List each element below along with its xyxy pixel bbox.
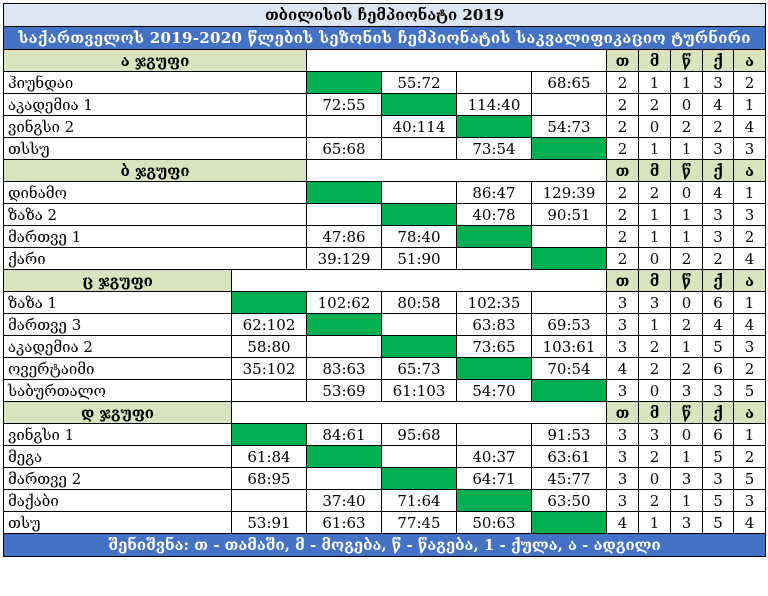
self-match-cell <box>532 380 607 402</box>
score-cell: 61:103 <box>382 380 457 402</box>
group-title: ც ჯგუფი <box>4 270 232 292</box>
score-cell <box>457 424 532 446</box>
self-match-cell <box>232 292 307 314</box>
score-cell <box>307 336 382 358</box>
stat-cell: 2 <box>734 446 766 468</box>
score-cell: 64:71 <box>457 468 532 490</box>
team-row <box>4 424 766 446</box>
score-cell: 50:63 <box>457 512 532 534</box>
score-cell: 103:61 <box>532 336 607 358</box>
stat-cell: 2 <box>671 314 703 336</box>
stat-cell: 3 <box>671 380 703 402</box>
score-cell: 90:51 <box>532 204 607 226</box>
stat-cell: 1 <box>671 204 703 226</box>
group-title: ბ ჯგუფი <box>4 160 307 182</box>
score-cell <box>307 468 382 490</box>
stat-cell: 2 <box>607 94 639 116</box>
stat-header: მ <box>639 50 671 72</box>
score-cell: 73:54 <box>457 138 532 160</box>
score-cell: 83:63 <box>307 358 382 380</box>
score-cell: 53:69 <box>307 380 382 402</box>
team-row <box>4 314 766 336</box>
stat-cell: 3 <box>607 292 639 314</box>
team-name: მართვე 3 <box>4 314 232 336</box>
stat-cell: 2 <box>671 116 703 138</box>
stat-cell: 3 <box>703 204 734 226</box>
team-row <box>4 490 766 512</box>
stat-header: წ <box>671 160 703 182</box>
stat-cell: 0 <box>639 116 671 138</box>
self-match-cell <box>457 116 532 138</box>
stat-header: ა <box>734 270 766 292</box>
stat-cell: 3 <box>703 226 734 248</box>
stat-cell: 4 <box>734 116 766 138</box>
group-title: დ ჯგუფი <box>4 402 232 424</box>
team-row <box>4 204 766 226</box>
score-cell: 55:72 <box>382 72 457 94</box>
stat-cell: 2 <box>607 116 639 138</box>
stat-cell: 2 <box>703 116 734 138</box>
stat-cell: 1 <box>671 446 703 468</box>
score-cell: 37:40 <box>307 490 382 512</box>
score-cell <box>382 138 457 160</box>
stat-cell: 1 <box>671 336 703 358</box>
group-header-blank <box>232 270 607 292</box>
stat-cell: 2 <box>607 248 639 270</box>
score-cell <box>232 380 307 402</box>
stat-cell: 6 <box>703 424 734 446</box>
stat-header: ა <box>734 50 766 72</box>
team-row <box>4 94 766 116</box>
stat-cell: 3 <box>703 468 734 490</box>
score-cell: 71:64 <box>382 490 457 512</box>
stat-cell: 4 <box>703 314 734 336</box>
stat-cell: 1 <box>639 512 671 534</box>
stat-cell: 2 <box>639 336 671 358</box>
score-cell: 69:53 <box>532 314 607 336</box>
score-cell: 70:54 <box>532 358 607 380</box>
stat-cell: 4 <box>607 358 639 380</box>
stat-header: მ <box>639 270 671 292</box>
team-name: ქარი <box>4 248 307 270</box>
score-cell: 91:53 <box>532 424 607 446</box>
score-cell: 63:61 <box>532 446 607 468</box>
score-cell: 78:40 <box>382 226 457 248</box>
stat-cell: 0 <box>639 380 671 402</box>
score-cell: 40:37 <box>457 446 532 468</box>
score-cell: 68:65 <box>532 72 607 94</box>
score-cell <box>307 116 382 138</box>
stat-cell: 3 <box>671 468 703 490</box>
stat-header: თ <box>607 402 639 424</box>
score-cell <box>382 182 457 204</box>
stat-header: თ <box>607 160 639 182</box>
stat-header: წ <box>671 50 703 72</box>
stat-cell: 3 <box>607 424 639 446</box>
score-cell: 62:102 <box>232 314 307 336</box>
stat-cell: 2 <box>607 72 639 94</box>
team-name: მაქაბი <box>4 490 232 512</box>
team-row <box>4 380 766 402</box>
stat-cell: 1 <box>734 182 766 204</box>
score-cell: 35:102 <box>232 358 307 380</box>
stat-cell: 2 <box>639 490 671 512</box>
score-cell: 86:47 <box>457 182 532 204</box>
stat-cell: 2 <box>734 72 766 94</box>
stat-cell: 4 <box>734 314 766 336</box>
team-row <box>4 336 766 358</box>
stat-cell: 3 <box>607 380 639 402</box>
stat-cell: 2 <box>734 226 766 248</box>
group-header-blank <box>232 402 607 424</box>
group-header-row <box>4 160 766 182</box>
team-row <box>4 226 766 248</box>
team-name: აკადემია 1 <box>4 94 307 116</box>
team-name: დინამო <box>4 182 307 204</box>
team-name: აკადემია 2 <box>4 336 232 358</box>
stat-cell: 3 <box>734 490 766 512</box>
score-cell: 68:95 <box>232 468 307 490</box>
stat-cell: 2 <box>639 358 671 380</box>
score-cell: 114:40 <box>457 94 532 116</box>
stat-cell: 0 <box>671 182 703 204</box>
stat-cell: 2 <box>671 248 703 270</box>
team-row <box>4 446 766 468</box>
group-header-row <box>4 50 766 72</box>
group-header-row <box>4 402 766 424</box>
stat-cell: 2 <box>639 446 671 468</box>
stat-cell: 0 <box>639 468 671 490</box>
score-cell <box>532 226 607 248</box>
team-row <box>4 358 766 380</box>
team-name: ვინგსი 1 <box>4 424 232 446</box>
stat-header: ქ <box>703 160 734 182</box>
team-name: საბურთალო <box>4 380 232 402</box>
score-cell: 95:68 <box>382 424 457 446</box>
self-match-cell <box>307 72 382 94</box>
stat-cell: 1 <box>671 72 703 94</box>
stat-cell: 2 <box>607 138 639 160</box>
score-cell: 40:78 <box>457 204 532 226</box>
score-cell: 58:80 <box>232 336 307 358</box>
stat-cell: 2 <box>607 204 639 226</box>
stat-header: თ <box>607 270 639 292</box>
stat-cell: 3 <box>607 468 639 490</box>
stat-cell: 0 <box>671 292 703 314</box>
group-header-blank <box>307 160 607 182</box>
score-cell: 84:61 <box>307 424 382 446</box>
self-match-cell <box>532 138 607 160</box>
team-name: მეგა <box>4 446 232 468</box>
stat-header: მ <box>639 402 671 424</box>
stat-cell: 5 <box>703 446 734 468</box>
team-row <box>4 182 766 204</box>
team-row <box>4 138 766 160</box>
score-cell <box>307 204 382 226</box>
self-match-cell <box>232 424 307 446</box>
stat-cell: 2 <box>734 358 766 380</box>
stat-cell: 3 <box>734 138 766 160</box>
stat-cell: 5 <box>703 336 734 358</box>
team-name: ზაზა 2 <box>4 204 307 226</box>
team-row <box>4 116 766 138</box>
stat-cell: 1 <box>639 314 671 336</box>
stat-cell: 3 <box>703 72 734 94</box>
stat-cell: 6 <box>703 292 734 314</box>
score-cell: 65:68 <box>307 138 382 160</box>
team-name: ზაზა 1 <box>4 292 232 314</box>
stat-cell: 3 <box>639 424 671 446</box>
stat-cell: 4 <box>607 512 639 534</box>
stat-cell: 1 <box>671 226 703 248</box>
score-cell: 65:73 <box>382 358 457 380</box>
self-match-cell <box>307 446 382 468</box>
stat-cell: 2 <box>607 182 639 204</box>
group-title: ა ჯგუფი <box>4 50 307 72</box>
stat-cell: 2 <box>671 358 703 380</box>
score-cell: 63:50 <box>532 490 607 512</box>
stat-cell: 0 <box>671 94 703 116</box>
stat-cell: 3 <box>639 292 671 314</box>
stat-header: ქ <box>703 270 734 292</box>
team-row <box>4 512 766 534</box>
team-name: ჰიუნდაი <box>4 72 307 94</box>
table-subtitle: საქართველოს 2019-2020 წლების სეზონის ჩემპიონატის საკვალიფიკაციო ტურნირი <box>4 27 766 50</box>
stat-cell: 2 <box>703 248 734 270</box>
team-row <box>4 72 766 94</box>
score-cell: 102:35 <box>457 292 532 314</box>
score-cell: 47:86 <box>307 226 382 248</box>
score-cell <box>532 292 607 314</box>
score-cell: 61:84 <box>232 446 307 468</box>
group-header-blank <box>307 50 607 72</box>
stat-cell: 1 <box>734 292 766 314</box>
stat-cell: 0 <box>639 248 671 270</box>
self-match-cell <box>457 226 532 248</box>
score-cell: 73:65 <box>457 336 532 358</box>
self-match-cell <box>382 336 457 358</box>
stat-cell: 1 <box>639 204 671 226</box>
stat-cell: 5 <box>703 512 734 534</box>
self-match-cell <box>307 314 382 336</box>
score-cell: 40:114 <box>382 116 457 138</box>
score-cell: 39:129 <box>307 248 382 270</box>
score-cell: 77:45 <box>382 512 457 534</box>
score-cell <box>457 72 532 94</box>
championship-table <box>3 3 766 557</box>
team-name: ვინგსი 2 <box>4 116 307 138</box>
stat-cell: 3 <box>734 336 766 358</box>
stat-cell: 5 <box>703 490 734 512</box>
stat-cell: 3 <box>703 138 734 160</box>
stat-cell: 4 <box>734 248 766 270</box>
table-footer-note: შენიშვნა: თ - თამაში, მ - მოგება, წ - წაგება, 1 - ქულა, ა - ადგილი <box>4 534 766 557</box>
stat-header: ქ <box>703 50 734 72</box>
stat-cell: 3 <box>607 314 639 336</box>
team-row <box>4 468 766 490</box>
stat-cell: 3 <box>607 336 639 358</box>
stat-cell: 3 <box>703 380 734 402</box>
stat-cell: 1 <box>671 490 703 512</box>
stat-header: თ <box>607 50 639 72</box>
stat-cell: 3 <box>734 204 766 226</box>
score-cell: 54:73 <box>532 116 607 138</box>
stat-cell: 5 <box>734 468 766 490</box>
self-match-cell <box>382 204 457 226</box>
score-cell: 61:63 <box>307 512 382 534</box>
score-cell: 129:39 <box>532 182 607 204</box>
score-cell <box>457 248 532 270</box>
stat-cell: 1 <box>734 424 766 446</box>
table-title: თბილისის ჩემპიონატი 2019 <box>4 4 766 27</box>
score-cell: 102:62 <box>307 292 382 314</box>
stat-cell: 2 <box>607 226 639 248</box>
stat-cell: 1 <box>639 72 671 94</box>
score-cell <box>382 314 457 336</box>
stat-cell: 4 <box>734 512 766 534</box>
stat-cell: 2 <box>639 94 671 116</box>
self-match-cell <box>457 490 532 512</box>
stat-cell: 1 <box>734 94 766 116</box>
team-name: თსუ <box>4 512 232 534</box>
stat-cell: 2 <box>639 182 671 204</box>
stat-cell: 1 <box>639 226 671 248</box>
team-row <box>4 292 766 314</box>
score-cell: 72:55 <box>307 94 382 116</box>
stat-cell: 1 <box>639 138 671 160</box>
stat-header: წ <box>671 402 703 424</box>
stat-cell: 0 <box>671 424 703 446</box>
group-header-row <box>4 270 766 292</box>
stat-header: ა <box>734 402 766 424</box>
stat-cell: 3 <box>607 490 639 512</box>
score-cell <box>232 490 307 512</box>
team-name: მართვე 2 <box>4 468 232 490</box>
stat-cell: 6 <box>703 358 734 380</box>
score-cell <box>382 446 457 468</box>
stat-cell: 1 <box>671 138 703 160</box>
score-cell: 63:83 <box>457 314 532 336</box>
score-cell <box>532 94 607 116</box>
self-match-cell <box>457 358 532 380</box>
score-cell: 53:91 <box>232 512 307 534</box>
score-cell: 45:77 <box>532 468 607 490</box>
score-cell: 80:58 <box>382 292 457 314</box>
stat-header: წ <box>671 270 703 292</box>
score-cell: 51:90 <box>382 248 457 270</box>
score-cell: 54:70 <box>457 380 532 402</box>
stat-cell: 3 <box>671 512 703 534</box>
stat-cell: 4 <box>703 94 734 116</box>
stat-cell: 5 <box>734 380 766 402</box>
stat-cell: 4 <box>703 182 734 204</box>
stat-header: ქ <box>703 402 734 424</box>
stat-header: ა <box>734 160 766 182</box>
self-match-cell <box>532 512 607 534</box>
team-name: თსსუ <box>4 138 307 160</box>
self-match-cell <box>532 248 607 270</box>
stat-header: მ <box>639 160 671 182</box>
self-match-cell <box>382 468 457 490</box>
team-name: ოვერტაიმი <box>4 358 232 380</box>
team-row <box>4 248 766 270</box>
self-match-cell <box>382 94 457 116</box>
team-name: მართვე 1 <box>4 226 307 248</box>
self-match-cell <box>307 182 382 204</box>
stat-cell: 3 <box>607 446 639 468</box>
